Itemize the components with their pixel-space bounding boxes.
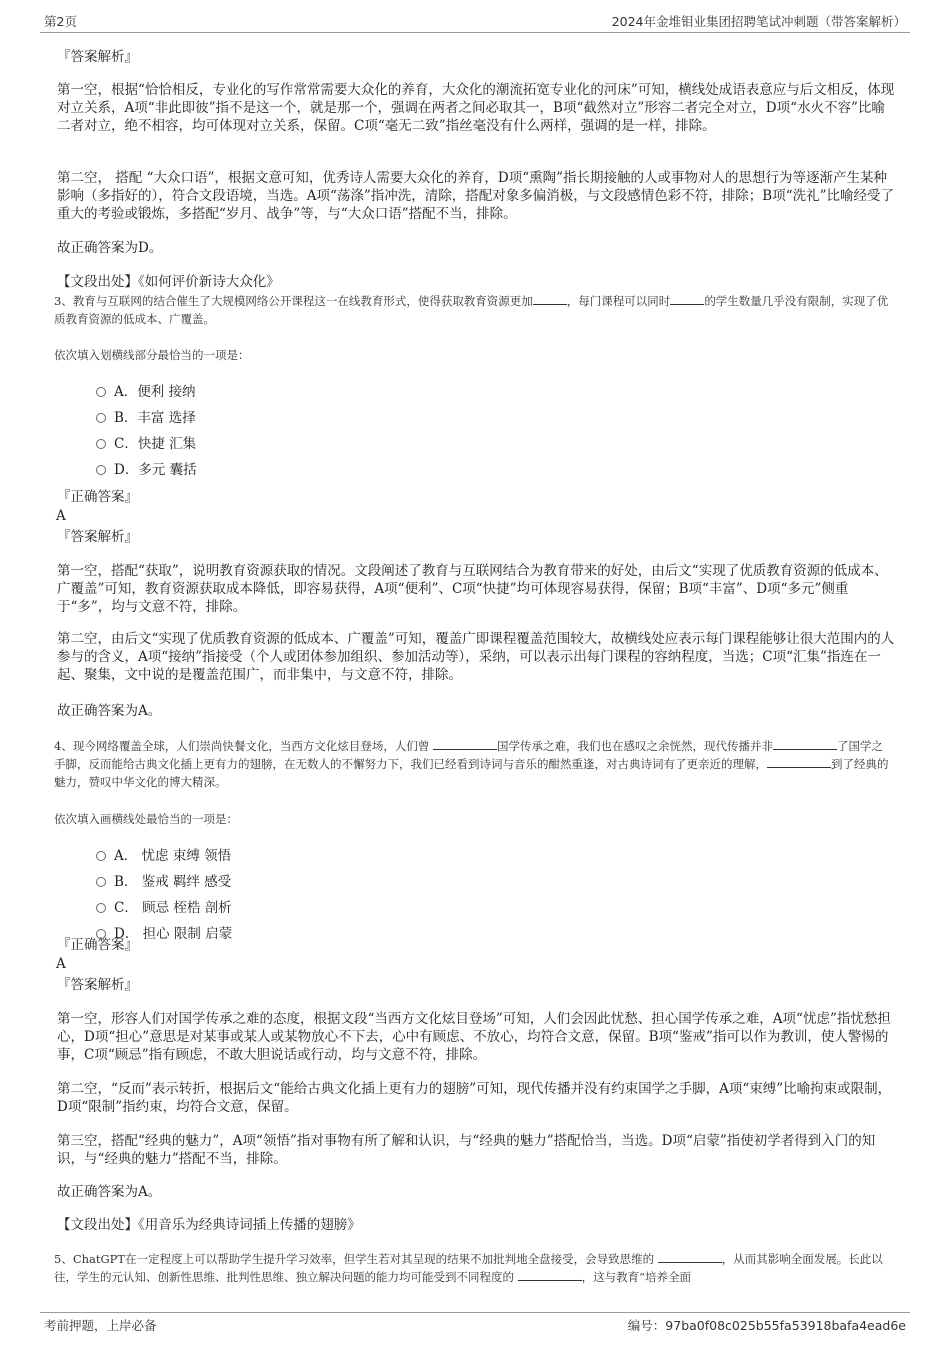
q3-blank-1	[533, 292, 567, 305]
q4-analysis-p1: 第一空，形容人们对国学传承之难的态度，根据文段“当西方文化炫目登场”可知，人们会因此忧愁、担心国学传承之难，A项“忧虑”指忧愁担心，D项“担心”意思是对某事或某人或某物放心不下去，心中有顾虑、不放心，均符合文意，保留。B项“鉴戒”指可以作为教训，使人警惕的事，C项“顾忌”指有顾虑，不敢大胆说话或行动，均与文意不符，排除。	[57, 1011, 891, 1063]
q4-answer: A	[56, 956, 66, 972]
q4-source: 【文段出处】《用音乐为经典诗词插上传播的翅膀》	[57, 1217, 361, 1233]
q3-conclusion: 故正确答案为A。	[57, 703, 162, 719]
q4-option-b[interactable]: B． 鉴戒 羁绊 感受	[96, 873, 231, 891]
footer-slogan: 考前押题，上岸必备	[44, 1318, 157, 1333]
radio-icon[interactable]	[96, 851, 106, 861]
q4-stem: 4、现今网络覆盖全球，人们崇尚快餐文化，当西方文化炫目登场，人们曾 国学传承之难，我们也在感叹之余恍然，现代传播并非 了国学之手脚，反而能给古典文化插上更有力的翅膀，在无数人的不懈努力下，我们已经看到诗词与音乐的酣然重逢，对古典诗词有了更亲近的理解， 到了经典的魅力，赞叹中华文化的博大精深。	[54, 739, 889, 789]
q2-analysis-p1: 第一空，根据“恰恰相反，专业化的写作常常需要大众化的养育，大众化的潮流拓宽专业化的河床”可知，横线处成语表意应与后文相反，体现对立关系，A项“非此即彼”指不是这一个，就是那一个，强调在两者之间必取其一，B项“截然对立”形容二者完全对立，D项“水火不容”比喻二者对立，绝不相容，均可体现对立关系，保留。C项“毫无二致”指丝毫没有什么两样，强调的是一样，排除。	[57, 82, 895, 134]
q3-option-a[interactable]: A．便利 接纳	[96, 383, 196, 401]
q3-option-c[interactable]: C．快捷 汇集	[96, 435, 196, 453]
q4-analysis-p2: 第二空，“反而”表示转折，根据后文“能给古典文化插上更有力的翅膀”可知，现代传播并没有约束国学之手脚，A项“束缚”比喻拘束或限制，D项“限制”指约束，均符合文意，保留。	[57, 1081, 892, 1115]
page-footer	[40, 1312, 910, 1336]
radio-icon[interactable]	[96, 903, 106, 913]
q4-blank-2	[773, 737, 837, 750]
q4-option-c[interactable]: C． 顾忌 桎梏 剖析	[96, 899, 232, 917]
q2-analysis-label: 『答案解析』	[57, 49, 138, 65]
q3-prompt: 依次填入划横线部分最恰当的一项是：	[54, 348, 250, 362]
q3-analysis-label: 『答案解析』	[57, 529, 138, 545]
q5-blank-2	[518, 1268, 582, 1281]
radio-icon[interactable]	[96, 413, 106, 423]
q3-option-d[interactable]: D．多元 囊括	[96, 461, 197, 479]
q3-option-b[interactable]: B．丰富 选择	[96, 409, 196, 427]
q4-blank-3	[767, 755, 831, 768]
q3-analysis-p1: 第一空，搭配“获取”，说明教育资源获取的情况。文段阐述了教育与互联网结合为教育带来的好处，由后文“实现了优质教育资源的低成本、广覆盖”可知，教育资源获取成本降低，即容易获得，A项“便利”、C项“快捷”均可体现容易获得，保留；B项“丰富”、D项“多元”侧重于“多”，均与文意不符，排除。	[57, 563, 888, 615]
page-number: 第2页	[44, 14, 77, 29]
q4-analysis-label: 『答案解析』	[57, 977, 138, 993]
q4-prompt: 依次填入画横线处最恰当的一项是：	[54, 812, 238, 826]
page-header	[40, 12, 910, 33]
q4-analysis-p3: 第三空，搭配“经典的魅力”，A项“领悟”指对事物有所了解和认识，与“经典的魅力”搭配恰当，当选。D项“启蒙”指使初学者得到入门的知识，与“经典的魅力”搭配不当，排除。	[57, 1133, 876, 1167]
q4-conclusion: 故正确答案为A。	[57, 1184, 162, 1200]
radio-icon[interactable]	[96, 387, 106, 397]
radio-icon[interactable]	[96, 877, 106, 887]
q4-answer-label: 『正确答案』	[57, 937, 138, 953]
document-title: 2024年金堆钼业集团招聘笔试冲刺题（带答案解析）	[611, 14, 906, 29]
q2-analysis-p2: 第二空， 搭配 “大众口语”，根据文意可知，优秀诗人需要大众化的养育，D项“熏陶”指长期接触的人或事物对人的思想行为等逐渐产生某种影响（多指好的），符合文段语境，当选。A项“荡涤”指冲洗，清除，搭配对象多偏消极，与文段感情色彩不符，排除；B项“洗礼”比喻经受了重大的考验或锻炼，多搭配“岁月、战争”等，与“大众口语”搭配不当，排除。	[57, 170, 895, 222]
q3-answer: A	[56, 508, 66, 524]
q3-stem: 3、教育与互联网的结合催生了大规模网络公开课程这一在线教育形式，使得获取教育资源更加 ，每门课程可以同时 的学生数量几乎没有限制，实现了优质教育资源的低成本、广覆盖。	[54, 294, 889, 326]
q4-option-a[interactable]: A． 忧虑 束缚 领悟	[96, 847, 231, 865]
q5-stem: 5、ChatGPT在一定程度上可以帮助学生提升学习效率，但学生若对其呈现的结果不加批判地全盘接受，会导致思维的 ，从而其影响全面发展。长此以往，学生的元认知、创新性思维、批判性思维、独立解决问题的能力均可能受到不同程度的 ，这与教育“培养全面	[54, 1252, 883, 1284]
q4-option-d[interactable]: D． 担心 限制 启蒙	[96, 925, 232, 943]
q5-blank-1	[658, 1250, 722, 1263]
q3-blank-2	[670, 292, 704, 305]
q2-source: 【文段出处】《如何评价新诗大众化》	[57, 274, 280, 290]
q4-blank-1	[433, 737, 497, 750]
document-id: 编号：97ba0f08c025b55fa53918bafa4ead6e	[627, 1318, 906, 1333]
radio-icon[interactable]	[96, 465, 106, 475]
q3-analysis-p2: 第二空，由后文“实现了优质教育资源的低成本、广覆盖”可知，覆盖广即课程覆盖范围较大，故横线处应表示每门课程能够让很大范围内的人参与的含义，A项“接纳”指接受（个人或团体参加组织、参加活动等），采纳，可以表示出每门课程的容纳程度，当选；C项“汇集”指连在一起、聚集，文中说的是覆盖范围广，而非集中，与文意不符，排除。	[57, 631, 895, 683]
q3-answer-label: 『正确答案』	[57, 489, 138, 505]
q2-conclusion: 故正确答案为D。	[57, 240, 163, 256]
radio-icon[interactable]	[96, 439, 106, 449]
